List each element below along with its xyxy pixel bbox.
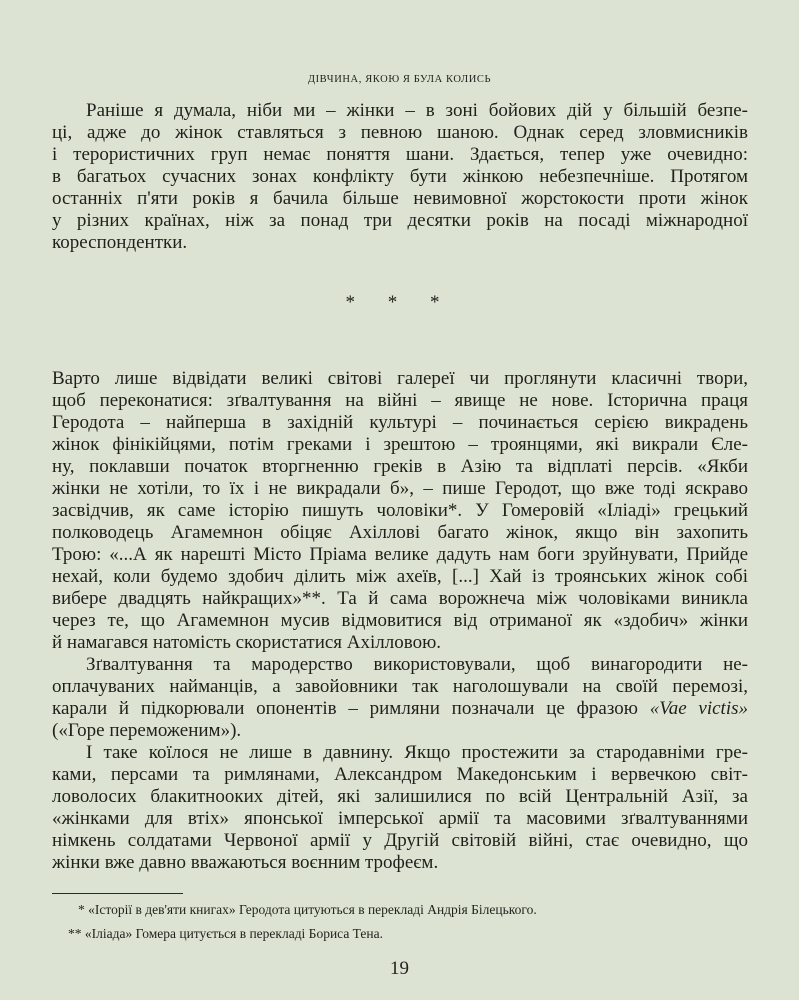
paragraph-4 <box>52 742 748 874</box>
footnote-2: ** «Іліада» Гомера цитується в перекладі Бориса Тена. <box>68 926 384 941</box>
text-line: й намагався натомість скористатися Ахілловою. <box>52 632 442 653</box>
text-line: «жінками для втіх» японської імперської армії та масовими зґвалтуваннями <box>52 808 748 829</box>
text-line <box>52 698 748 720</box>
text-line: полководець Агамемнон обіцяє Ахіллові багато жінок, якщо він захопить <box>52 522 748 543</box>
text-line: жінки не хотіли, то їх і не викрадали б», – пише Геродот, що вже тоді яскраво <box>52 478 748 499</box>
page-number: 19 <box>390 958 409 979</box>
text-line: Зґвалтування та мародерство використовували, щоб винагородити не- <box>86 654 748 675</box>
text-line: Геродота – найперша в західній культурі – починається серією викрадень <box>52 412 748 433</box>
text-line: («Горе переможеним»). <box>52 720 242 741</box>
text-line: ками, персами та римлянами, Александром Македонським і вервечкою світ- <box>52 764 748 785</box>
text-line: Варто лише відвідати великі світові галереї чи проглянути класичні твори, <box>52 368 748 389</box>
text-line: ловолосих блакитнооких дітей, які залишилися по всій Центральній Азії, за <box>52 786 748 807</box>
paragraph-1 <box>52 100 748 254</box>
text-segment: карали й підкорювали опонентів – римляни позначали це фразою <box>52 698 650 719</box>
text-line: у різних країнах, ніж за понад три десятки років на посаді міжнародної <box>52 210 748 231</box>
text-line: щоб переконатися: зґвалтування на війні – явище не нове. Історична праця <box>52 390 748 411</box>
text-line: останніх п'яти років я бачила більше невимовної жорстокости проти жінок <box>52 188 748 209</box>
footnote-1: * «Історії в дев'яти книгах» Геродота цитуються в перекладі Андрія Білецького. <box>78 902 537 917</box>
text-line: вибере двадцять найкращих»**. Та й сама ворожнеча між чоловіками виникла <box>52 588 748 609</box>
section-break: * * * <box>345 292 454 313</box>
text-line: ну, поклавши початок вторгненню греків в Азію та відплаті персів. «Якби <box>52 456 748 477</box>
text-line: через те, що Агамемнон мусив відмовитися від отриманої як «здобич» жінки <box>52 610 748 631</box>
text-line: німкень солдатами Червоної армії у Другій світовій війні, стає очевидно, що <box>52 830 748 851</box>
paragraph-2 <box>52 368 748 654</box>
footnote-divider <box>52 893 183 894</box>
paragraph-3 <box>52 654 748 742</box>
text-line: нехай, коли будемо здобич ділить між ахеїв, [...] Хай із троянських жінок собі <box>52 566 748 587</box>
text-line: ці, адже до жінок ставляться з певною шаною. Однак серед зловмисників <box>52 122 748 143</box>
text-line: жінок фінікійцями, потім греками і зрештою – троянцями, які викрали Єле- <box>52 434 748 455</box>
text-line: оплачуваних найманців, а завойовники так наголошували на своїй перемозі, <box>52 676 748 697</box>
text-line: кореспондентки. <box>52 232 188 253</box>
text-line: жінки вже давно вважаються воєнним трофеєм. <box>52 852 439 873</box>
text-line: в багатьох сучасних зонах конфлікту бути жінкою небезпечніше. Протягом <box>52 166 748 187</box>
text-line: Раніше я думала, ніби ми – жінки – в зоні бойових дій у більшій безпе- <box>86 100 748 121</box>
text-line: І таке коїлося не лише в давнину. Якщо простежити за стародавніми гре- <box>86 742 748 763</box>
text-line: і терористичних груп немає поняття шани. Здається, тепер уже очевидно: <box>52 144 748 165</box>
running-header: ДІВЧИНА, ЯКОЮ Я БУЛА КОЛИСЬ <box>307 74 492 85</box>
text-line: засвідчив, як саме історію пишуть чоловіки*. У Гомеровій «Іліаді» грецький <box>52 500 748 521</box>
text-line: Трою: «...А як нарешті Місто Пріама велике дадуть нам боги зруйнувати, Прийде <box>52 544 748 565</box>
latin-phrase: «Vae victis» <box>649 698 748 719</box>
